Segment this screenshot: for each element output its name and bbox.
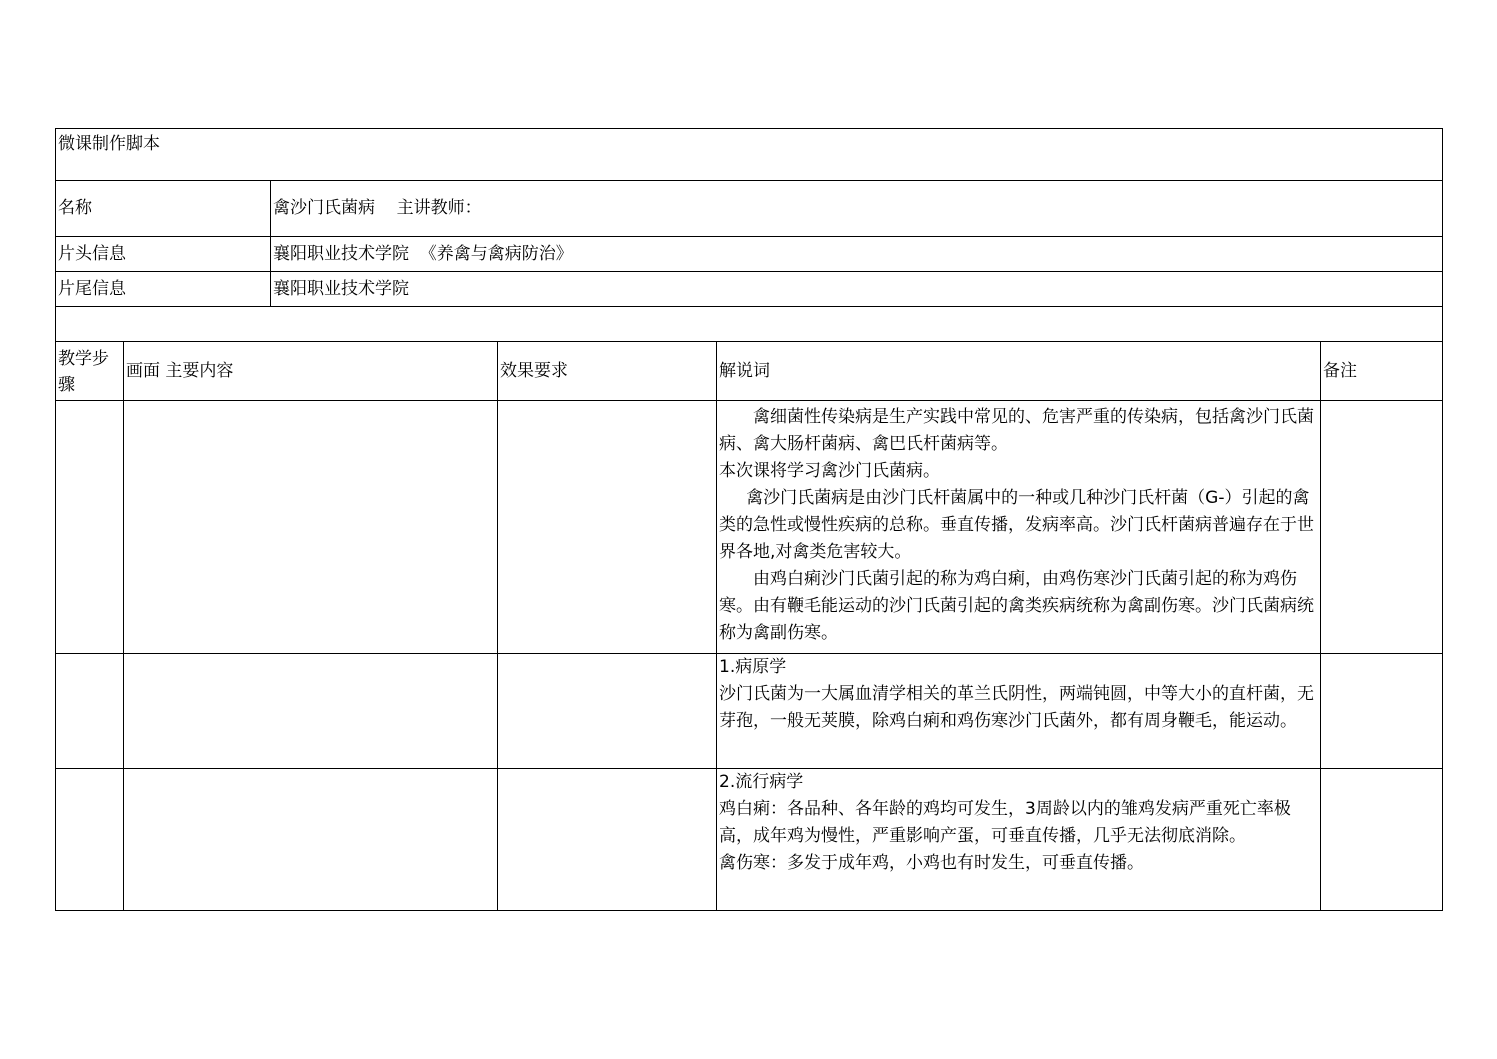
- step-cell: [56, 654, 123, 768]
- name-label: 名称: [58, 198, 92, 218]
- blank-row: [56, 307, 1442, 342]
- narration-paragraph: 禽沙门氏菌病是由沙门氏杆菌属中的一种或几种沙门氏杆菌（G-）引起的禽类的急性或慢性疾病的总称。垂直传播，发病率高。沙门氏杆菌病普遍存在于世界各地,对禽类危害较大。: [719, 488, 1314, 562]
- screen-cell: [124, 654, 497, 768]
- script-table: [55, 128, 1443, 911]
- narration-paragraph: 禽伤寒：多发于成年鸡，小鸡也有时发生，可垂直传播。: [719, 853, 1144, 873]
- header-effect: 效果要求: [500, 361, 568, 381]
- notes-cell: [1321, 401, 1442, 653]
- table-row: [56, 401, 1442, 654]
- narration-paragraph: 沙门氏菌为一大属血清学相关的革兰氏阴性，两端钝圆，中等大小的直杆菌，无芽孢，一般无荚膜，除鸡白痢和鸡伤寒沙门氏菌外，都有周身鞭毛，能运动。: [719, 684, 1314, 731]
- narration-paragraph: 2.流行病学: [719, 772, 804, 792]
- table-row: [56, 769, 1442, 910]
- ending-value: 襄阳职业技术学院: [273, 278, 409, 299]
- screen-cell: [124, 401, 497, 653]
- notes-cell: [1321, 654, 1442, 768]
- header-narration: 解说词: [719, 361, 770, 381]
- table-row: [56, 654, 1442, 769]
- narration-cell: [717, 769, 1320, 910]
- effect-cell: [498, 401, 716, 653]
- ending-row: [56, 272, 1442, 307]
- narration-paragraph: 禽细菌性传染病是生产实践中常见的、危害严重的传染病，包括禽沙门氏菌病、禽大肠杆菌病、禽巴氏杆菌病等。: [719, 407, 1314, 454]
- screen-cell: [124, 769, 497, 910]
- narration-paragraph: 由鸡白痢沙门氏菌引起的称为鸡白痢，由鸡伤寒沙门氏菌引起的称为鸡伤寒。由有鞭毛能运动的沙门氏菌引起的禽类疾病统称为禽副伤寒。沙门氏菌病统称为禽副伤寒。: [719, 569, 1314, 643]
- opening-row: [56, 237, 1442, 272]
- name-value: 禽沙门氏菌病 主讲教师：: [273, 198, 482, 218]
- opening-value: 襄阳职业技术学院 《养禽与禽病防治》: [273, 243, 573, 264]
- opening-label: 片头信息: [58, 243, 126, 264]
- header-step: 教学步骤: [58, 349, 109, 395]
- narration-paragraph: 鸡白痢：各品种、各年龄的鸡均可发生，3周龄以内的雏鸡发病严重死亡率极高，成年鸡为慢性，严重影响产蛋，可垂直传播，几乎无法彻底消除。: [719, 799, 1291, 846]
- document-title: 微课制作脚本: [58, 134, 160, 154]
- effect-cell: [498, 769, 716, 910]
- step-cell: [56, 769, 123, 910]
- notes-cell: [1321, 769, 1442, 910]
- narration-cell: [717, 654, 1320, 768]
- narration-paragraph: 1.病原学: [719, 657, 787, 677]
- narration-paragraph: 本次课将学习禽沙门氏菌病。: [719, 461, 940, 481]
- ending-label: 片尾信息: [58, 278, 126, 299]
- header-screen: 画面 主要内容: [126, 361, 234, 381]
- effect-cell: [498, 654, 716, 768]
- step-cell: [56, 401, 123, 653]
- title-row: [56, 129, 1442, 181]
- name-row: [56, 181, 1442, 237]
- header-row: [56, 342, 1442, 401]
- narration-cell: [717, 401, 1320, 653]
- header-notes: 备注: [1323, 361, 1357, 381]
